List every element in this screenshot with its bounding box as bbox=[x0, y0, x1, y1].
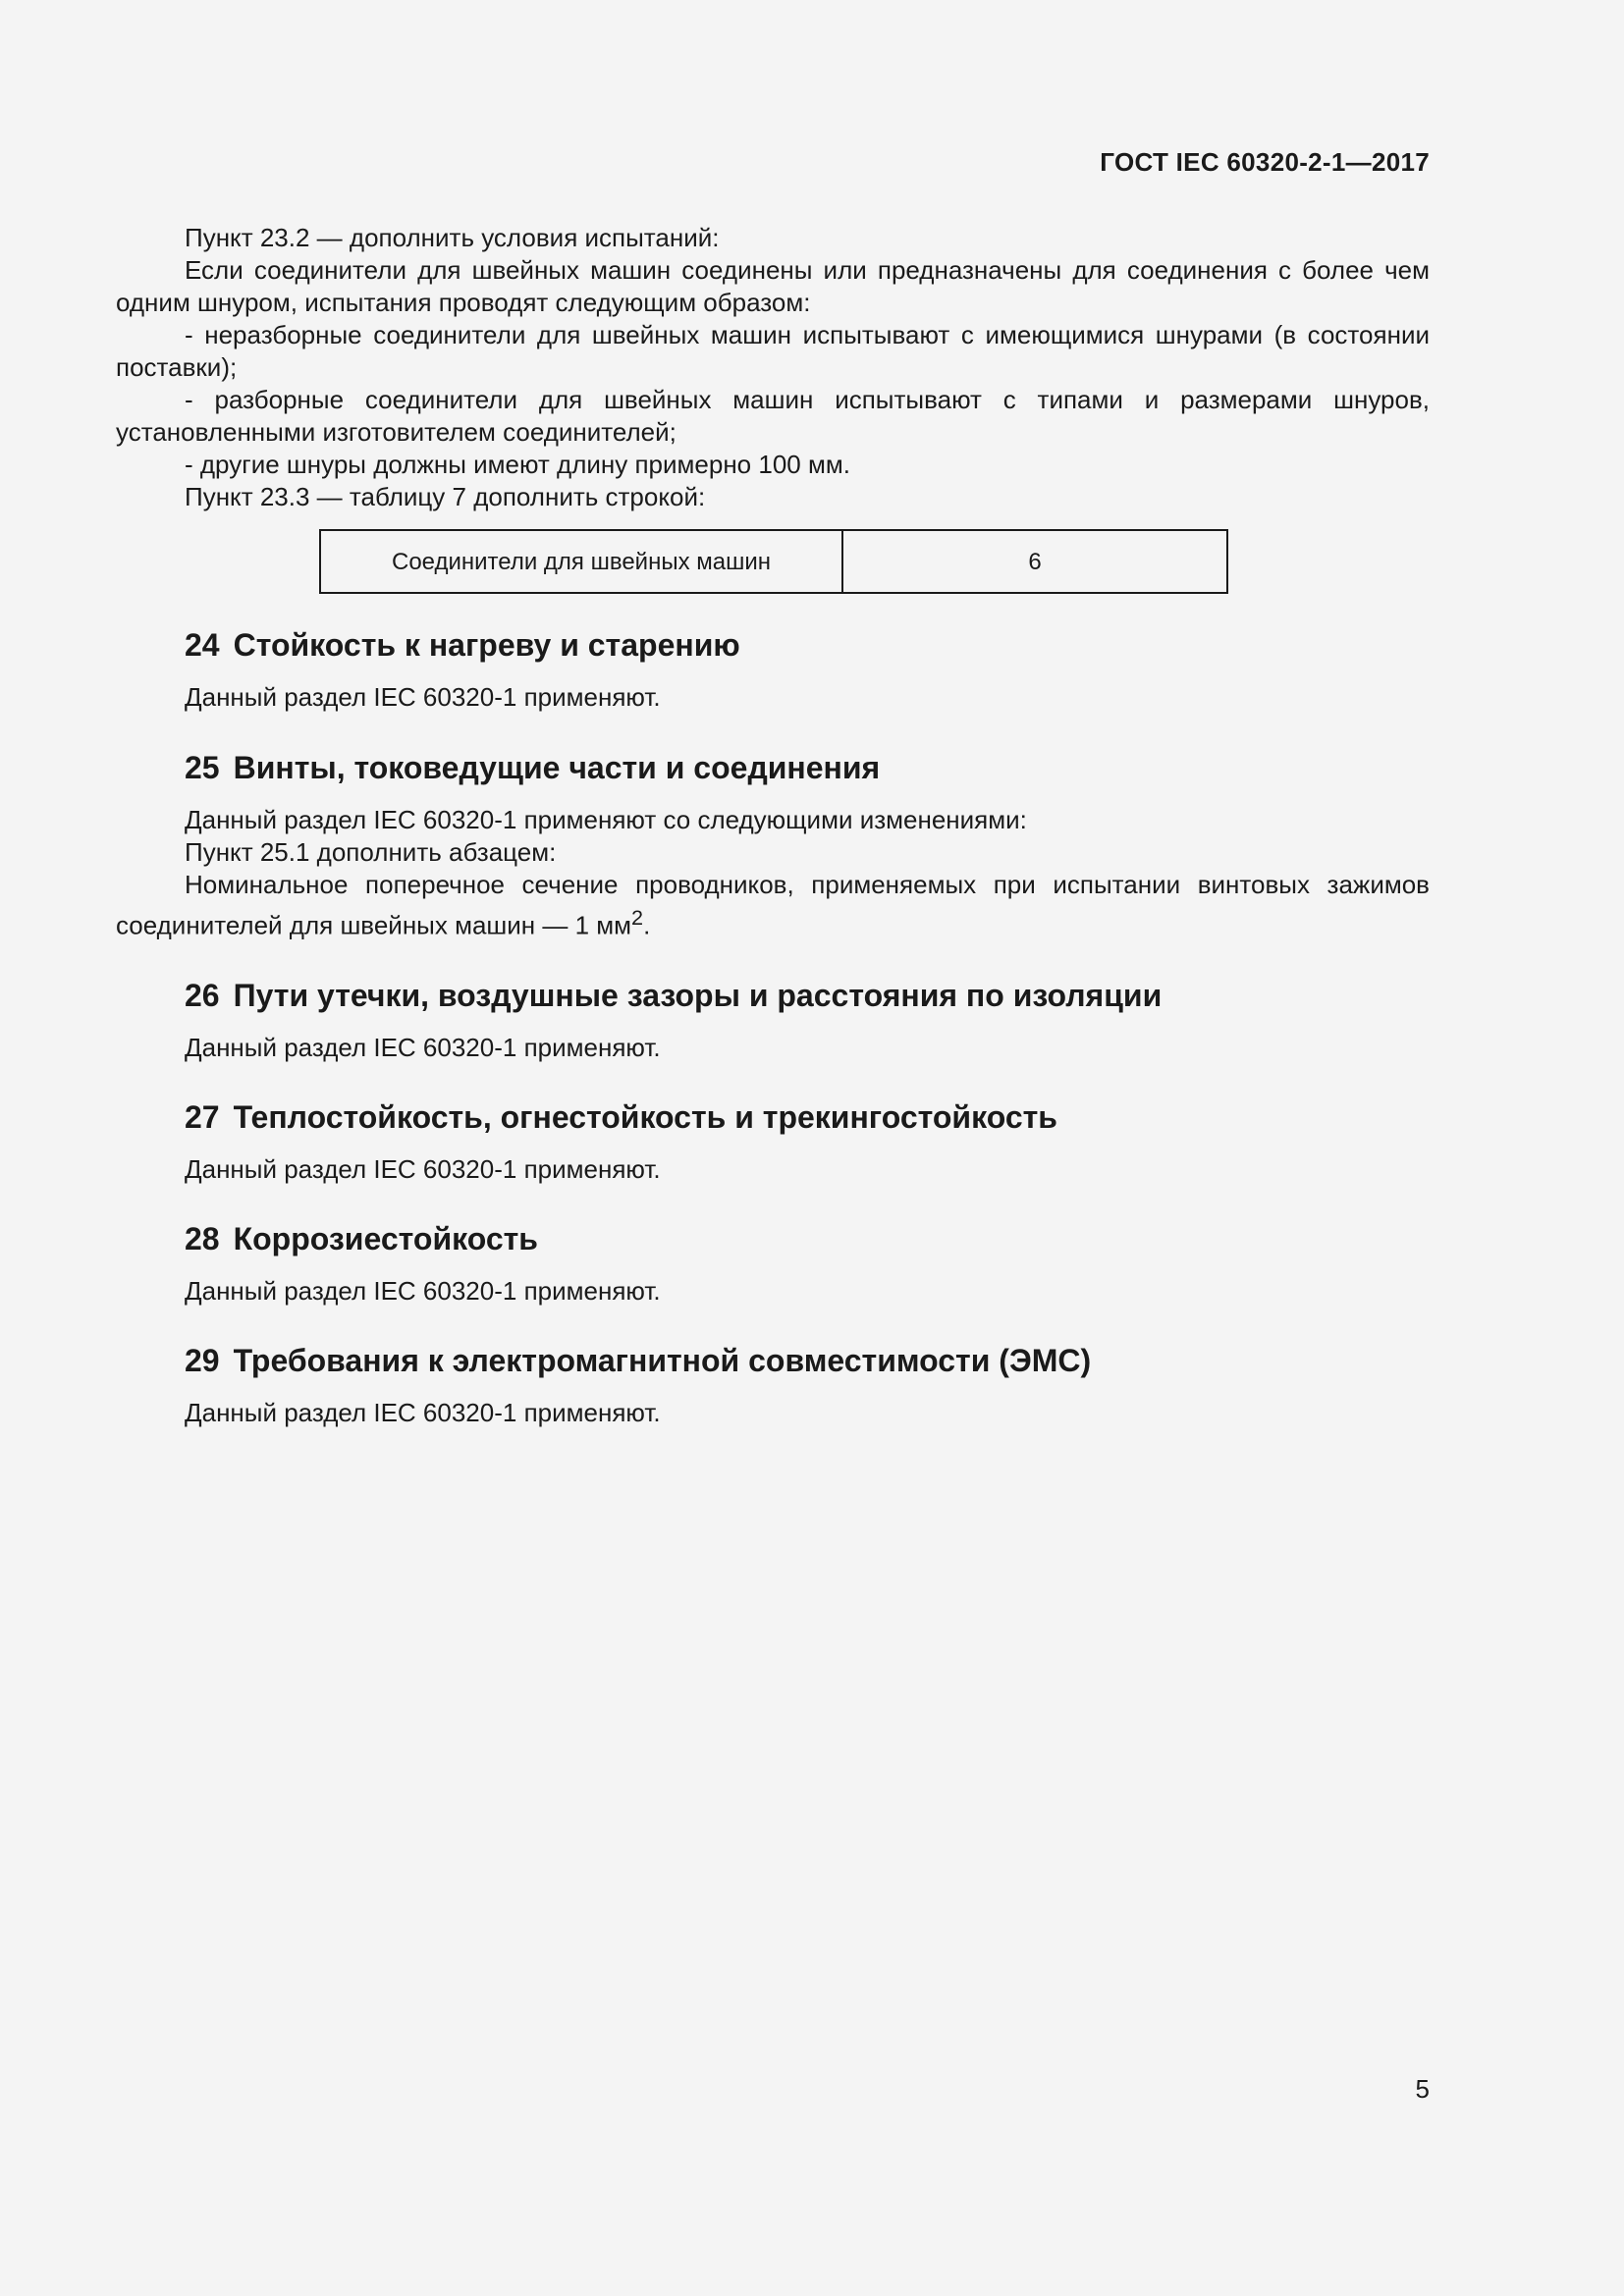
section-number: 29 bbox=[185, 1342, 220, 1378]
page-number: 5 bbox=[1415, 2074, 1430, 2104]
list-item: - разборные соединители для швейных машин испытывают с типами и размерами шнуров, установленными изготовителем соединителей; bbox=[116, 385, 1430, 447]
document-header: ГОСТ IEC 60320-2-1—2017 bbox=[1100, 147, 1430, 177]
section-29-heading bbox=[116, 1342, 1430, 1378]
section-number: 25 bbox=[185, 750, 220, 785]
section-title: Коррозиестойкость bbox=[233, 1220, 538, 1256]
superscript: 2 bbox=[631, 905, 644, 930]
section-title: Теплостойкость, огнестойкость и трекингостойкость bbox=[233, 1098, 1057, 1135]
section-number: 24 bbox=[185, 627, 220, 663]
section-24-heading bbox=[116, 629, 1430, 662]
section-26-heading bbox=[116, 977, 1430, 1013]
table-row bbox=[320, 530, 1227, 593]
section-title: Требования к электромагнитной совместимости (ЭМС) bbox=[233, 1342, 1092, 1378]
list-item: - неразборные соединители для швейных машин испытывают с имеющимися шнурами (в состоянии поставки); bbox=[116, 320, 1430, 382]
section-title: Стойкость к нагреву и старению bbox=[233, 627, 740, 663]
section-24-body: Данный раздел IEC 60320-1 применяют. bbox=[185, 682, 661, 712]
section-number: 27 bbox=[185, 1098, 220, 1135]
section-27-body: Данный раздел IEC 60320-1 применяют. bbox=[185, 1153, 661, 1184]
table-cell: 6 bbox=[842, 530, 1227, 593]
section-number: 28 bbox=[185, 1220, 220, 1256]
clause-25-1: Пункт 25.1 дополнить абзацем: bbox=[185, 837, 557, 867]
paragraph-end: . bbox=[643, 910, 651, 940]
test-conditions-paragraph: Если соединители для швейных машин соединены или предназначены для соединения с более чем одним шнуром, испытания проводят следующим образом: bbox=[116, 255, 1430, 317]
section-27-heading bbox=[116, 1098, 1430, 1135]
table-cell: Соединители для швейных машин bbox=[320, 530, 842, 593]
conductor-section-paragraph bbox=[116, 869, 1430, 942]
section-title: Винты, токоведущие части и соединения bbox=[233, 750, 881, 785]
section-25-body: Данный раздел IEC 60320-1 применяют со следующими изменениями: bbox=[185, 805, 1027, 834]
clause-23-2: Пункт 23.2 — дополнить условия испытаний: bbox=[185, 223, 720, 252]
section-26-body: Данный раздел IEC 60320-1 применяют. bbox=[185, 1032, 661, 1062]
table-7-addition bbox=[319, 529, 1228, 594]
list-item: - другие шнуры должны имеют длину примерно 100 мм. bbox=[185, 450, 850, 479]
page-content bbox=[116, 222, 1430, 1429]
section-28-heading bbox=[116, 1220, 1430, 1256]
section-title: Пути утечки, воздушные зазоры и расстояния по изоляции bbox=[233, 977, 1163, 1013]
paragraph-text: Номинальное поперечное сечение проводников, применяемых при испытании винтовых зажимов соединителей для швейных машин — 1 мм bbox=[116, 870, 1430, 940]
section-28-body: Данный раздел IEC 60320-1 применяют. bbox=[185, 1275, 661, 1306]
section-25-heading bbox=[116, 752, 1430, 784]
section-number: 26 bbox=[185, 977, 220, 1013]
section-29-body: Данный раздел IEC 60320-1 применяют. bbox=[185, 1397, 661, 1427]
clause-23-3: Пункт 23.3 — таблицу 7 дополнить строкой: bbox=[185, 482, 706, 511]
